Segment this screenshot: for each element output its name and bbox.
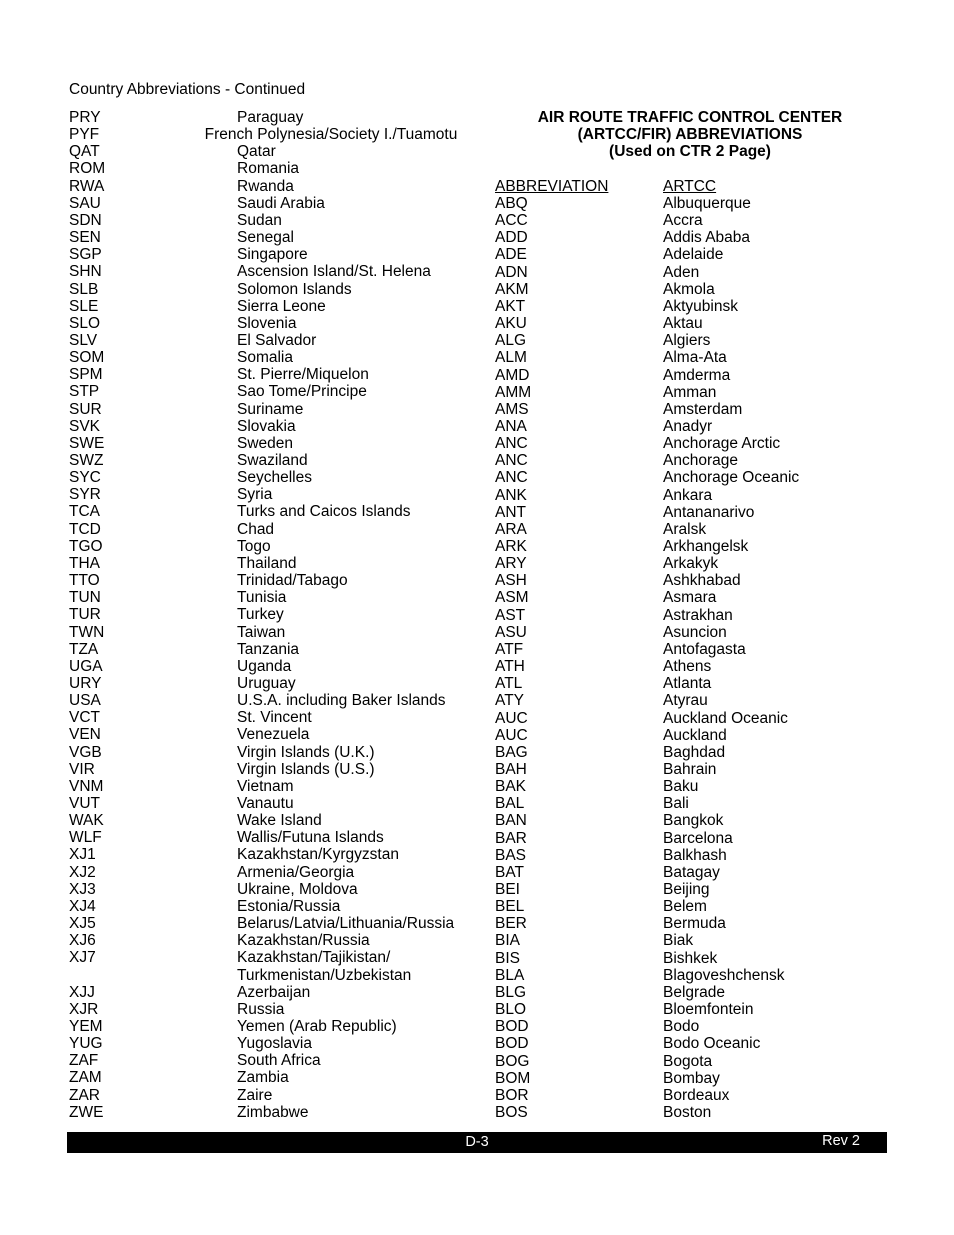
artcc-name: Asuncion — [663, 623, 727, 641]
artcc-name: Bermuda — [663, 915, 726, 933]
artcc-abbreviation: BOG — [495, 1052, 530, 1070]
artcc-name: Auckland — [663, 726, 727, 744]
country-code: SAU — [69, 194, 101, 212]
country-code: UGA — [69, 657, 103, 675]
artcc-name: Aktyubinsk — [663, 297, 738, 315]
artcc-name: Albuquerque — [663, 195, 751, 212]
artcc-abbreviation: BOM — [495, 1069, 531, 1087]
artcc-name: Bombay — [663, 1069, 720, 1087]
artcc-abbreviation: ASU — [495, 623, 527, 641]
artcc-abbreviation: ANA — [495, 417, 527, 435]
artcc-abbreviation: BAH — [495, 760, 527, 778]
country-code: SEN — [69, 229, 101, 247]
country-code: TWN — [69, 623, 105, 641]
artcc-abbreviation: BLO — [495, 1001, 527, 1019]
country-code: SLO — [69, 314, 101, 332]
country-name: Belarus/Latvia/Lithuania/Russia — [237, 915, 455, 933]
country-code: SVK — [69, 417, 101, 435]
country-name: Rwanda — [237, 177, 294, 195]
artcc-title-line-3: (Used on CTR 2 Page) — [609, 143, 771, 161]
country-code: YEM — [69, 1017, 103, 1035]
country-code: XJ5 — [69, 915, 96, 933]
country-code: RWA — [69, 177, 105, 195]
country-code: USA — [69, 692, 101, 710]
artcc-name: Batagay — [663, 863, 720, 881]
artcc-abbreviation: ANC — [495, 469, 528, 487]
country-name: Ascension Island/St. Helena — [237, 263, 431, 281]
country-name: Syria — [237, 486, 273, 504]
artcc-name: Akmola — [663, 280, 715, 298]
country-name: Armenia/Georgia — [237, 863, 355, 881]
artcc-abbreviation: ALM — [495, 349, 527, 367]
country-name: Suriname — [237, 400, 304, 418]
artcc-abbreviation: AUC — [495, 709, 528, 727]
country-name: Solomon Islands — [237, 280, 352, 298]
artcc-name: Amsterdam — [663, 400, 743, 418]
country-name: Tunisia — [237, 589, 287, 607]
column-header-artcc: ARTCC — [663, 178, 717, 195]
country-code: STP — [69, 383, 100, 401]
country-name: St. Vincent — [237, 709, 312, 727]
country-name: Tanzania — [237, 640, 300, 658]
country-code: QAT — [69, 143, 100, 161]
country-name: Chad — [237, 520, 275, 538]
country-code: ZWE — [69, 1103, 104, 1121]
country-code: TGO — [69, 537, 103, 555]
artcc-abbreviation: ATL — [495, 675, 523, 693]
artcc-abbreviation: ANT — [495, 503, 526, 521]
artcc-abbreviation: BIA — [495, 932, 520, 950]
country-name: El Salvador — [237, 331, 317, 349]
country-code: TUN — [69, 589, 101, 607]
country-name: Swaziland — [237, 452, 308, 469]
artcc-name: Addis Ababa — [663, 229, 751, 247]
country-name: Singapore — [237, 246, 308, 264]
country-name: Sudan — [237, 211, 282, 229]
artcc-abbreviation: BOD — [495, 1035, 529, 1053]
country-name: Estonia/Russia — [237, 897, 341, 915]
artcc-name: Arkhangelsk — [663, 538, 749, 555]
country-name: Thailand — [237, 554, 297, 572]
artcc-name: Balkhash — [663, 846, 727, 864]
country-code: XJ4 — [69, 897, 96, 915]
country-code: VCT — [69, 709, 100, 727]
artcc-abbreviation: ARY — [495, 555, 527, 573]
country-name: St. Pierre/Miquelon — [237, 366, 369, 384]
country-name: Sao Tome/Principe — [237, 383, 367, 401]
country-code: VIR — [69, 760, 95, 778]
country-name: Virgin Islands (U.S.) — [237, 760, 375, 778]
artcc-name: Bodo Oceanic — [663, 1035, 761, 1053]
country-code: TUR — [69, 606, 101, 624]
artcc-name: Amman — [663, 383, 717, 401]
country-name: Trinidad/Tabago — [237, 572, 348, 590]
artcc-abbreviation: AMD — [495, 366, 530, 384]
artcc-abbreviation: AKU — [495, 315, 527, 333]
country-code: SLB — [69, 280, 99, 298]
artcc-name: Auckland Oceanic — [663, 709, 788, 727]
artcc-abbreviation: AST — [495, 606, 526, 624]
country-code: YUG — [69, 1035, 103, 1053]
country-code: SYR — [69, 486, 101, 504]
artcc-abbreviation: BAL — [495, 795, 525, 813]
artcc-name: Blagoveshchensk — [663, 966, 785, 984]
artcc-name: Arkakyk — [663, 555, 719, 573]
country-name: Kazakhstan/Russia — [237, 932, 370, 950]
artcc-name: Anchorage Arctic — [663, 435, 781, 453]
country-name: Qatar — [237, 143, 276, 161]
artcc-name: Astrakhan — [663, 606, 733, 624]
artcc-abbreviation: BAN — [495, 812, 527, 830]
artcc-abbreviation: ADD — [495, 229, 528, 247]
page-footer-bar — [67, 1132, 887, 1153]
artcc-name: Accra — [663, 212, 703, 230]
artcc-abbreviation: AMM — [495, 383, 532, 401]
page-header: Country Abbreviations - Continued — [69, 81, 306, 98]
artcc-name: Aden — [663, 263, 700, 281]
country-code: ZAM — [69, 1069, 102, 1087]
country-name: Seychelles — [237, 469, 312, 487]
artcc-name: Boston — [663, 1103, 712, 1121]
artcc-abbreviation: ALG — [495, 332, 527, 350]
country-code: SUR — [69, 400, 102, 418]
artcc-abbreviation: ARA — [495, 520, 527, 538]
country-code: XJ6 — [69, 932, 96, 950]
artcc-name: Biak — [663, 932, 694, 950]
country-name: Yemen (Arab Republic) — [237, 1017, 397, 1035]
artcc-abbreviation: ARK — [495, 538, 527, 555]
country-name: Slovenia — [237, 314, 297, 332]
country-name: Kazakhstan/Kyrgyzstan — [237, 846, 399, 864]
country-name: Wallis/Futuna Islands — [237, 829, 384, 847]
artcc-name: Atyrau — [663, 692, 708, 710]
artcc-abbreviation: BAS — [495, 846, 527, 864]
country-code: VEN — [69, 726, 101, 744]
artcc-name: Alma-Ata — [663, 349, 727, 367]
artcc-name: Amderma — [663, 366, 731, 384]
country-code: SLV — [69, 331, 98, 349]
country-name: U.S.A. including Baker Islands — [237, 692, 446, 710]
country-code: VUT — [69, 795, 100, 812]
artcc-name: Beijing — [663, 881, 710, 898]
artcc-abbreviation: ASH — [495, 572, 527, 590]
country-name: Zimbabwe — [237, 1103, 309, 1121]
artcc-abbreviation: BER — [495, 915, 527, 933]
country-code: WLF — [69, 829, 102, 847]
artcc-abbreviation: AKT — [495, 297, 526, 315]
page-number: D-3 — [465, 1134, 489, 1150]
artcc-abbreviation: BOS — [495, 1103, 528, 1121]
country-name: Russia — [237, 1000, 285, 1018]
country-code: TCD — [69, 520, 101, 538]
country-name: Turkmenistan/Uzbekistan — [237, 966, 412, 984]
country-code: THA — [69, 554, 100, 572]
artcc-title-line-2: (ARTCC/FIR) ABBREVIATIONS — [577, 126, 803, 144]
artcc-abbreviation: ASM — [495, 589, 529, 607]
artcc-name: Atlanta — [663, 675, 712, 693]
artcc-abbreviation: BAK — [495, 778, 527, 796]
country-name: Azerbaijan — [237, 983, 311, 1001]
country-name: Vanautu — [237, 795, 294, 812]
artcc-abbreviation: BAR — [495, 829, 527, 847]
artcc-abbreviation: ACC — [495, 212, 528, 230]
artcc-abbreviation: ATH — [495, 658, 525, 676]
artcc-name: Aralsk — [663, 520, 707, 538]
artcc-name: Baku — [663, 778, 699, 796]
artcc-name: Bloemfontein — [663, 1001, 754, 1019]
country-code: SLE — [69, 297, 99, 315]
artcc-abbreviation: AUC — [495, 726, 528, 744]
country-name: Kazakhstan/Tajikistan/ — [237, 949, 391, 967]
artcc-title-line-1: AIR ROUTE TRAFFIC CONTROL CENTER — [537, 109, 843, 126]
country-name: Turks and Caicos Islands — [237, 503, 411, 521]
artcc-name: Bahrain — [663, 760, 717, 778]
country-code: ROM — [69, 160, 106, 178]
country-code: WAK — [69, 812, 104, 830]
country-name: Zaire — [237, 1086, 273, 1104]
country-name: Uganda — [237, 657, 292, 675]
country-code: SDN — [69, 211, 102, 229]
artcc-abbreviation: BEL — [495, 898, 525, 916]
country-name: Paraguay — [237, 109, 304, 126]
country-code: VGB — [69, 743, 102, 761]
country-code: XJ2 — [69, 863, 96, 881]
artcc-name: Algiers — [663, 332, 711, 350]
artcc-abbreviation: BLG — [495, 983, 527, 1001]
artcc-abbreviation: BAT — [495, 863, 524, 881]
country-code: TTO — [69, 572, 100, 590]
artcc-name: Bogota — [663, 1052, 713, 1070]
artcc-name: Antofagasta — [663, 640, 746, 658]
artcc-name: Belgrade — [663, 983, 726, 1001]
country-name: Sierra Leone — [237, 297, 326, 315]
artcc-name: Aktau — [663, 315, 703, 333]
country-code: XJ7 — [69, 949, 96, 967]
country-code: SHN — [69, 263, 102, 281]
country-name: Uruguay — [237, 674, 296, 692]
country-code: SWZ — [69, 452, 104, 469]
artcc-name: Antananarivo — [663, 503, 755, 521]
artcc-abbreviation: BLA — [495, 966, 525, 984]
artcc-name: Anchorage Oceanic — [663, 469, 800, 487]
artcc-abbreviation: AMS — [495, 400, 529, 418]
country-code: ZAR — [69, 1086, 100, 1104]
country-code: ZAF — [69, 1052, 99, 1070]
artcc-name: Ashkhabad — [663, 572, 741, 590]
artcc-name: Bali — [663, 795, 689, 813]
country-code: SYC — [69, 469, 101, 487]
country-code: TZA — [69, 640, 99, 658]
country-name: Zambia — [237, 1069, 289, 1087]
artcc-abbreviation: ADN — [495, 263, 528, 281]
country-name-text: French Polynesia/Society I./Tuamotu — [204, 126, 458, 144]
artcc-name: Asmara — [663, 589, 717, 607]
country-name: Togo — [237, 537, 271, 555]
artcc-name: Barcelona — [663, 829, 733, 847]
country-name: Virgin Islands (U.K.) — [237, 743, 375, 761]
country-name: Senegal — [237, 229, 294, 247]
artcc-name: Baghdad — [663, 743, 726, 761]
artcc-name: Ankara — [663, 486, 713, 504]
artcc-abbreviation: BOD — [495, 1018, 529, 1036]
country-name: Taiwan — [237, 623, 286, 641]
artcc-name: Anchorage — [663, 452, 738, 470]
artcc-name: Bodo — [663, 1018, 700, 1036]
country-name: Vietnam — [237, 777, 294, 795]
country-name: Ukraine, Moldova — [237, 880, 358, 898]
country-code: XJJ — [69, 983, 95, 1001]
country-name: Turkey — [237, 606, 284, 624]
country-name: Saudi Arabia — [237, 194, 325, 212]
country-code: SPM — [69, 366, 103, 384]
country-name: Slovakia — [237, 417, 296, 435]
artcc-name: Bishkek — [663, 949, 718, 967]
country-name: Yugoslavia — [237, 1035, 312, 1053]
artcc-abbreviation: ATF — [495, 640, 524, 658]
artcc-abbreviation: BOR — [495, 1086, 529, 1104]
artcc-abbreviation: ANC — [495, 452, 528, 470]
country-code: TCA — [69, 503, 100, 521]
country-code: XJ3 — [69, 880, 96, 898]
artcc-name: Anadyr — [663, 417, 713, 435]
country-code: SWE — [69, 434, 105, 452]
artcc-section-title — [495, 109, 885, 160]
country-code: PYF — [69, 126, 100, 144]
country-name: Wake Island — [237, 812, 322, 830]
country-name: Romania — [237, 160, 300, 178]
country-name: Venezuela — [237, 726, 310, 744]
country-code: XJR — [69, 1000, 99, 1018]
artcc-name: Adelaide — [663, 246, 724, 264]
artcc-abbreviation: BEI — [495, 881, 520, 898]
country-code: PRY — [69, 109, 101, 126]
artcc-name: Athens — [663, 658, 712, 676]
artcc-abbreviation: AKM — [495, 280, 529, 298]
revision-label: Rev 2 — [822, 1133, 860, 1149]
column-header-abbreviation: ABBREVIATION — [495, 178, 609, 195]
artcc-name: Belem — [663, 898, 707, 916]
artcc-abbreviation: ADE — [495, 246, 527, 264]
artcc-abbreviation: ATY — [495, 692, 524, 710]
artcc-name: Bordeaux — [663, 1086, 730, 1104]
country-name: Somalia — [237, 349, 293, 367]
artcc-abbreviation: BIS — [495, 949, 520, 967]
artcc-name: Bangkok — [663, 812, 724, 830]
artcc-abbreviation: ANC — [495, 435, 528, 453]
artcc-abbreviation: BAG — [495, 743, 528, 761]
country-name: Sweden — [237, 434, 294, 452]
country-code: VNM — [69, 777, 104, 795]
artcc-abbreviation: ABQ — [495, 195, 528, 212]
country-code: URY — [69, 674, 102, 692]
country-code: SOM — [69, 349, 105, 367]
country-code: SGP — [69, 246, 102, 264]
country-name: South Africa — [237, 1052, 321, 1070]
artcc-abbreviation: ANK — [495, 486, 527, 504]
country-code: XJ1 — [69, 846, 96, 864]
